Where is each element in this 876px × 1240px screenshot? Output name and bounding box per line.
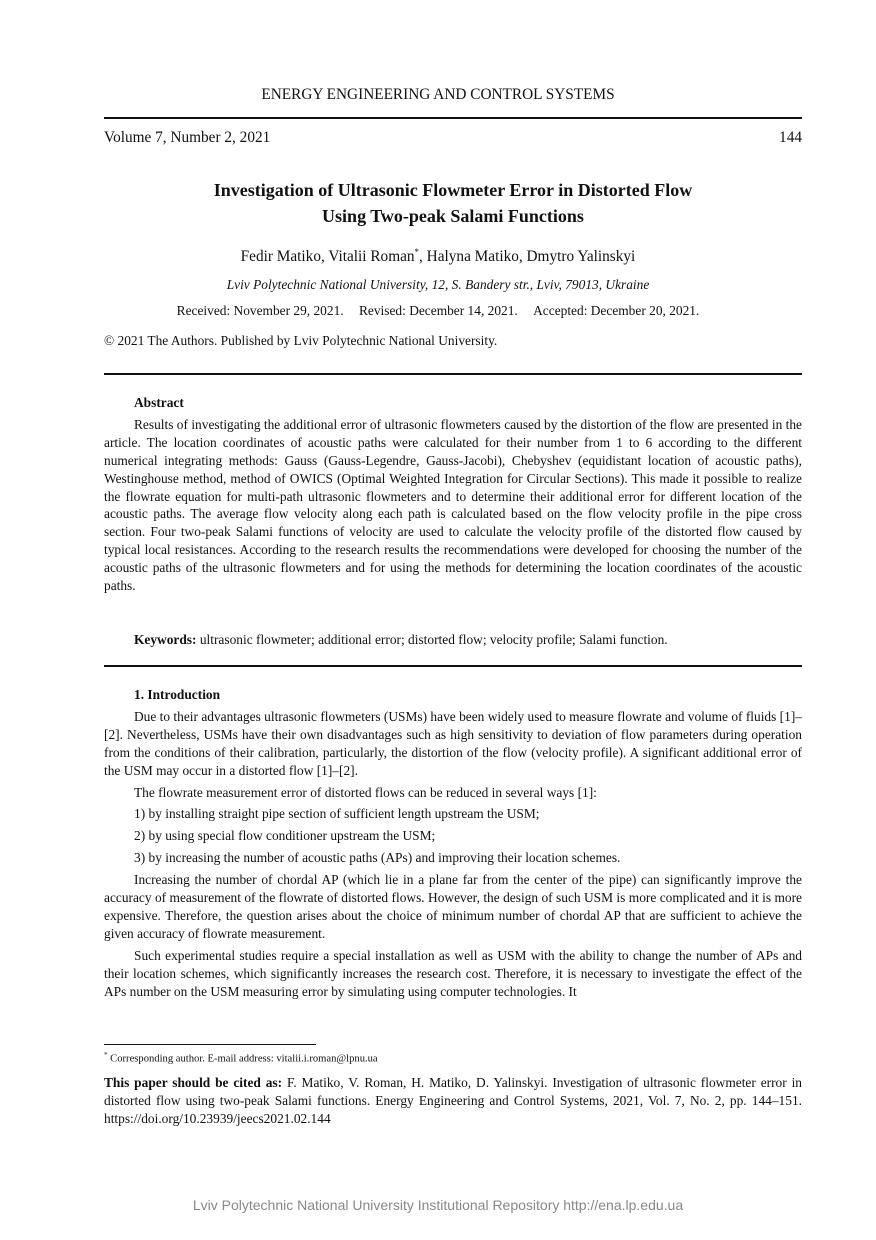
- list-item: 1) by installing straight pipe section of sufficient length upstream the USM;: [134, 806, 540, 822]
- abstract-text: Results of investigating the additional error of ultrasonic flowmeters caused by the distortion of the flow are presented in the article. The location coordinates of acoustic paths were calculated for their number from 1 to 6 according to the different numerical integrating methods: Gauss (Gauss-Legendre, Gauss-Jacobi), Chebyshev (equidistant location of acoustic paths), Westinghouse method, method of OWICS (Optimal Weighted Integration for Circular Sections). This made it possible to realize the flowrate equation for multi-path ultrasonic flowmeters and to determine their additional error for different location of the acoustic paths. The average flow velocity along each path is calculated based on the flow velocity profile in the pipe cross section. Four two-peak Salami functions of velocity are used to calculate the velocity profile of the distorted flow caused by typical local resistances. According to the research results the recommendations were developed for choosing the number of the acoustic paths of the ultrasonic flowmeters and for using the methods for determining the location coordinates of the acoustic paths.: [104, 416, 802, 594]
- keywords-text: ultrasonic flowmeter; additional error; distorted flow; velocity profile; Salami function.: [196, 632, 668, 647]
- volume-info: Volume 7, Number 2, 2021: [104, 129, 271, 146]
- abstract-bottom-rule: [104, 665, 802, 667]
- paper-title: [104, 177, 802, 229]
- title-line-2: Using Two-peak Salami Functions: [322, 206, 584, 226]
- abstract-section: [104, 394, 802, 595]
- keywords: [134, 632, 668, 648]
- journal-name: ENERGY ENGINEERING AND CONTROL SYSTEMS: [261, 86, 615, 103]
- cite-label: This paper should be cited as:: [104, 1075, 283, 1090]
- keywords-label: Keywords:: [134, 632, 197, 647]
- authors-part: Fedir Matiko, Vitalii Roman: [240, 248, 415, 266]
- affiliation: Lviv Polytechnic National University, 12, S. Bandery str., Lviv, 79013, Ukraine: [226, 277, 650, 292]
- title-line-1: Investigation of Ultrasonic Flowmeter Error in Distorted Flow: [213, 180, 693, 200]
- list-item: 3) by increasing the number of acoustic paths (APs) and improving their location schemes.: [134, 850, 621, 866]
- cite-text: F. Matiko, V. Roman, H. Matiko, D. Yalinskyi. Investigation of ultrasonic flowmeter error in distorted flow using two-peak Salami functions. Energy Engineering and Control Systems, 2021, Vol. 7, No. 2, pp. 144–151. https://doi.org/10.23939/jeecs2021.02.144: [104, 1075, 802, 1126]
- revised-date: Revised: December 14, 2021.: [358, 303, 518, 318]
- footnote: [104, 1051, 378, 1065]
- received-date: Received: November 29, 2021.: [176, 303, 344, 318]
- page-number: 144: [779, 129, 802, 146]
- paragraph: Due to their advantages ultrasonic flowmeters (USMs) have been widely used to measure flowrate and volume of fluids [1]–[2]. Nevertheless, USMs have their own disadvantages such as high sensitivity to deviation of flow parameters during operation from the conditions of their calibration, particularly, the distortion of the flow (velocity profile). A significant additional error of the USM may occur in a distorted flow [1]–[2].: [104, 708, 802, 778]
- abstract-heading: Abstract: [134, 395, 184, 410]
- abstract-top-rule: [104, 373, 802, 375]
- repository-watermark: Lviv Polytechnic National University Institutional Repository http://ena.lp.edu.ua: [192, 1197, 684, 1213]
- issue-line: [104, 129, 802, 147]
- footnote-rule: [104, 1044, 316, 1045]
- paragraph: Such experimental studies require a special installation as well as USM with the ability to change the number of APs and their location schemes, which significantly increases the research cost. Therefore, it is necessary to investigate the effect of the APs number on the USM measuring error by simulating using computer technologies. It: [104, 947, 802, 999]
- paragraph: Increasing the number of chordal AP (which lie in a plane far from the center of the pipe) can significantly improve the accuracy of measurement of the flowrate of distorted flows. However, the design of such USM is more complicated and it is more expensive. Therefore, the question arises about the choice of minimum number of chordal AP that are sufficient to achieve the given accuracy of flowrate measurement.: [104, 872, 802, 941]
- footnote-mark: *: [104, 1051, 108, 1059]
- corresponding-mark: *: [414, 247, 420, 257]
- paragraph: The flowrate measurement error of distorted flows can be reduced in several ways [1]:: [134, 784, 597, 800]
- authors: [0, 247, 876, 266]
- list-item: 2) by using special flow conditioner upstream the USM;: [134, 828, 436, 844]
- authors-part: , Halyna Matiko, Dmytro Yalinskyi: [419, 248, 636, 266]
- header-rule: [104, 117, 802, 119]
- dates: [0, 303, 876, 319]
- copyright: © 2021 The Authors. Published by Lviv Polytechnic National University.: [104, 333, 498, 348]
- introduction-heading: 1. Introduction: [134, 687, 221, 702]
- accepted-date: Accepted: December 20, 2021.: [533, 303, 700, 318]
- introduction-section: [104, 686, 802, 1005]
- citation: [104, 1074, 802, 1128]
- footnote-text: Corresponding author. E-mail address: vitalii.i.roman@lpnu.ua: [107, 1053, 378, 1065]
